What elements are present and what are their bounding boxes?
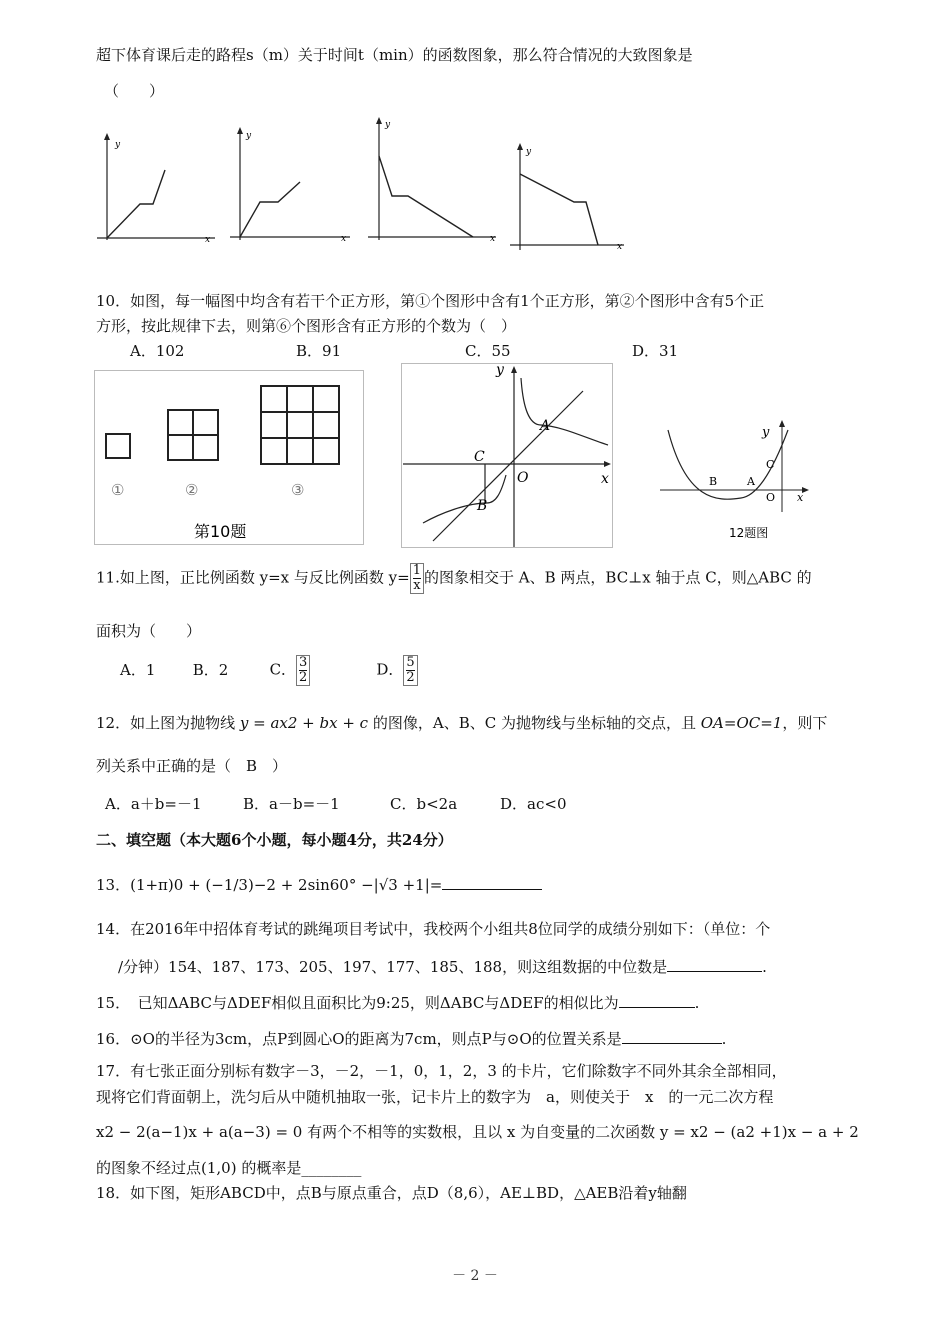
q9a-x-label: x xyxy=(205,235,211,245)
q13-text: 13．(1+π)0 + (−1/3)−2 + 2sin60° −|√3 +1|= xyxy=(96,876,443,894)
q11-line1 xyxy=(96,563,812,594)
q13-blank xyxy=(442,873,542,890)
q11-option-c xyxy=(270,655,372,686)
fig12-A: A xyxy=(747,475,755,488)
page-number: － 2 － xyxy=(452,1268,498,1284)
q16-blank xyxy=(622,1027,722,1044)
q14-line2 xyxy=(118,955,767,977)
q17-text-line3: x2 − 2(a−1)x + a(a−3) = 0 有两个不相等的实数根，且以 x 为自变量的二次函数 y = x2 − (a2 +1)x − a + 2 xyxy=(96,1123,859,1141)
q9-graph-a xyxy=(95,130,220,245)
q12-text-b: 的图像，A、B、C 为抛物线与坐标轴的交点，且 xyxy=(372,714,696,732)
q12-option-a: A．a＋b=－1 xyxy=(105,795,202,813)
q14-text2: /分钟）154、187、173、205、197、177、185、188，则这组数据的中位数是 xyxy=(118,958,668,976)
q12-text-a: 12．如上图为抛物线 xyxy=(96,714,236,732)
q9b-y-label: y xyxy=(246,131,252,141)
fig12-y-label: y xyxy=(762,425,770,440)
q11-options xyxy=(120,655,418,686)
q15-text: 15． 已知ΔABC与ΔDEF相似且面积比为9:25，则ΔABC与ΔDEF的相似比为 xyxy=(96,994,619,1012)
q12-text-c: ，则下 xyxy=(782,714,828,732)
q10-text-line1: 10．如图，每一幅图中均含有若干个正方形，第①个图形中含有1个正方形，第②个图形中含有5个正 xyxy=(96,292,765,310)
q15-line xyxy=(96,991,699,1013)
q9a-y-label: y xyxy=(115,140,121,150)
q12-option-b: B．a－b=－1 xyxy=(243,795,340,813)
q11-option-d-den: 2 xyxy=(406,670,415,685)
fig11-B: B xyxy=(477,498,488,514)
q9c-x-label: x xyxy=(490,234,496,244)
q11-option-d xyxy=(376,655,417,686)
q11-option-d-frac xyxy=(403,655,417,686)
q10-option-a: A．102 xyxy=(130,342,185,360)
q13-line xyxy=(96,873,542,895)
q12-line1 xyxy=(96,712,827,733)
q9-paren: （ ） xyxy=(104,82,165,100)
q11-option-c-den: 2 xyxy=(299,670,308,685)
fig12-C: C xyxy=(766,458,775,471)
q10-figure xyxy=(94,370,364,545)
q16-text: 16．⊙O的半径为3cm，点P到圆心O的距离为7cm，则点P与⊙O的位置关系是 xyxy=(96,1030,622,1048)
q11-option-c-num: 3 xyxy=(299,655,308,670)
q15-blank xyxy=(619,991,695,1008)
fig12-B: B xyxy=(709,475,718,488)
q11-option-d-num: 5 xyxy=(406,655,415,670)
q9d-y-label: y xyxy=(526,147,532,157)
q11-figure xyxy=(401,363,613,548)
q11-option-d-label: D． xyxy=(376,660,404,679)
q10-option-d: D．31 xyxy=(632,342,679,360)
q12-option-d: D．ac<0 xyxy=(500,795,567,813)
fig10-label-1: ① xyxy=(111,481,125,499)
q16-line xyxy=(96,1027,726,1049)
q11-frac-num: 1 xyxy=(412,563,421,578)
q17-text-line2: 现将它们背面朝上，洗匀后从中随机抽取一张，记卡片上的数字为 a，则使关于 x 的一元二次方程 xyxy=(96,1088,774,1106)
q10-option-b: B．91 xyxy=(296,342,342,360)
q14-blank xyxy=(667,955,762,972)
q17-text-line4: 的图象不经过点(1,0) 的概率是________ xyxy=(96,1159,362,1177)
q9d-x-label: x xyxy=(617,242,623,252)
fig11-O: O xyxy=(517,470,529,486)
q10-text-line2: 方形，按此规律下去，则第⑥个图形含有正方形的个数为（ ） xyxy=(96,317,517,335)
q12-option-c: C．b<2a xyxy=(390,795,458,813)
q14-text-line1: 14．在2016年中招体育考试的跳绳项目考试中，我校两个小组共8位同学的成绩分别如下：（单位：个 xyxy=(96,920,771,938)
q11-text-b: 的图象相交于 A、B 两点，BC⊥x 轴于点 C，则△ABC 的 xyxy=(424,568,812,587)
q14-end: . xyxy=(762,958,767,976)
q11-text-a: 11.如上图，正比例函数 y=x 与反比例函数 y= xyxy=(96,568,410,587)
q9c-y-label: y xyxy=(385,120,391,130)
q11-option-c-frac xyxy=(296,655,310,686)
q11-fraction xyxy=(410,563,424,594)
fig11-x-label: x xyxy=(601,471,609,487)
q15-end: . xyxy=(694,994,700,1012)
fig11-C: C xyxy=(474,449,485,465)
q9-text-line1: 超下体育课后走的路程s（m）关于时间t（min）的函数图象，那么符合情况的大致图象是 xyxy=(96,46,693,64)
q9-graph-d xyxy=(508,142,628,252)
q9-graph-b xyxy=(228,126,353,246)
fig12-x-label: x xyxy=(797,491,804,504)
q11-option-a: A．1 xyxy=(120,660,156,679)
q16-end: . xyxy=(721,1030,727,1048)
q12-figure xyxy=(656,420,816,545)
q12-formula: y = ax2 + bx + c xyxy=(239,714,369,732)
q9b-x-label: x xyxy=(341,234,347,244)
fig10-caption: 第10题 xyxy=(194,522,247,541)
q12-text-line2: 列关系中正确的是（ B ） xyxy=(96,757,288,775)
fig10-label-3: ③ xyxy=(291,481,305,499)
q11-option-c-label: C． xyxy=(269,660,297,679)
fig11-y-label: y xyxy=(496,362,504,378)
fig11-A: A xyxy=(540,418,551,434)
q17-text-line1: 17．有七张正面分别标有数字－3，－2，－1，0，1，2，3 的卡片，它们除数字不同外其余全部相同， xyxy=(96,1062,787,1080)
q18-text: 18．如下图，矩形ABCD中，点B与原点重合，点D（8,6），AE⊥BD，△AEB沿着y轴翻 xyxy=(96,1184,687,1202)
fig12-caption: 12题图 xyxy=(729,526,769,540)
q11-frac-den: x xyxy=(413,578,421,593)
section2-heading: 二、填空题（本大题6个小题，每小题4分，共24分） xyxy=(96,831,453,849)
q9-graph-c xyxy=(366,116,501,246)
q11-option-b: B．2 xyxy=(192,660,229,679)
fig12-O: O xyxy=(766,491,776,504)
q12-condition: OA=OC=1 xyxy=(700,714,783,732)
q11-text-line2: 面积为（ ） xyxy=(96,622,202,640)
q10-option-c: C．55 xyxy=(465,342,511,360)
fig10-label-2: ② xyxy=(185,481,199,499)
